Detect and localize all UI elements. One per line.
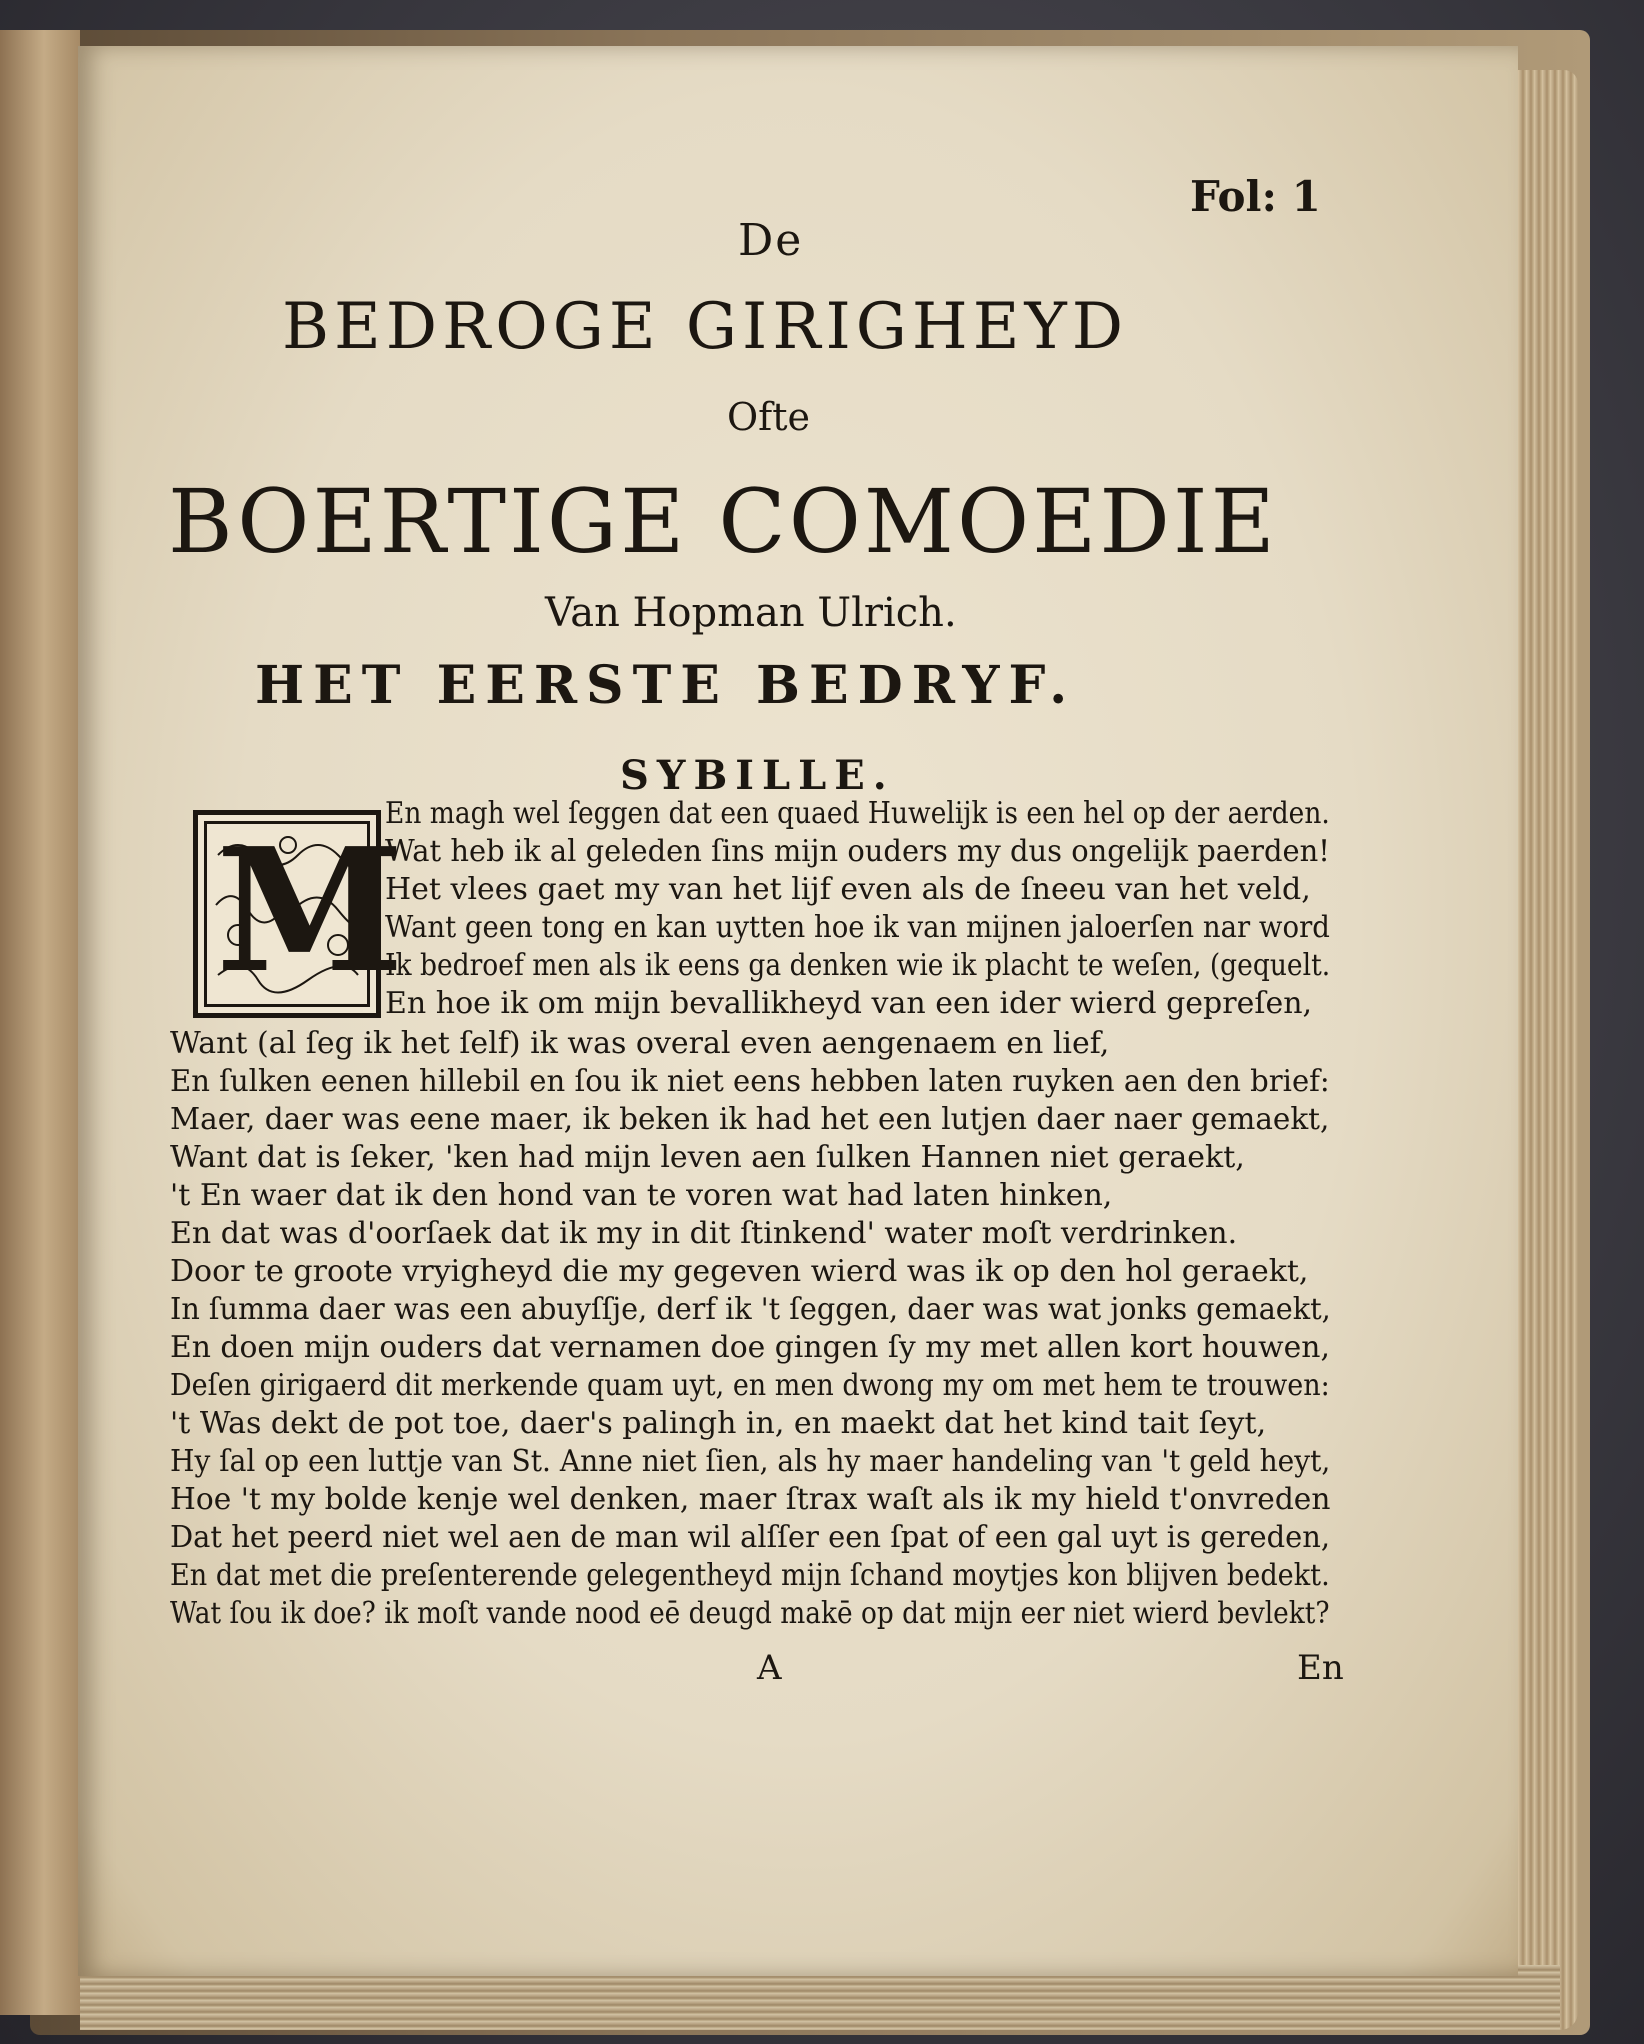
title-conjunction: Ofte xyxy=(727,395,810,439)
title-author: Van Hopman Ulrich. xyxy=(545,590,957,636)
verse-line: Ik bedroef men als ik eens ga denken wie ik placht te weſen, (gequelt. xyxy=(385,948,1331,983)
verse-line: Hoe 't my bolde kenje wel denken, maer ſtrax waſt als ik my hield t'onvreden xyxy=(170,1482,1331,1517)
verse-line: Deſen girigaerd dit merkende quam uyt, en men dwong my om met hem te trouwen: xyxy=(170,1368,1330,1403)
verse-line: Dat het peerd niet wel aen de man wil alſſer een ſpat of een gal uyt is gereden, xyxy=(170,1520,1331,1555)
verse-line: En dat was d'oorſaek dat ik my in dit ſtinkend' water moſt verdrinken. xyxy=(170,1216,1238,1251)
verse-line: Want geen tong en kan uytten hoe ik van mijnen jaloerſen nar word xyxy=(385,910,1330,945)
verse-line: En hoe ik om mijn bevallikheyd van een ider wierd gepreſen, xyxy=(385,986,1313,1021)
initial-letter: M xyxy=(216,811,405,1011)
verse-line: Want (al ſeg ik het ſelf) ik was overal even aengenaem en lief, xyxy=(170,1026,1110,1061)
verse-line: In ſumma daer was een abuyſſje, derf ik 't ſeggen, daer was wat jonks gemaekt, xyxy=(170,1292,1331,1327)
catchword: En xyxy=(1297,1648,1344,1688)
verse-line: En ſulken eenen hillebil en ſou ik niet eens hebben laten ruyken aen den brief: xyxy=(170,1064,1330,1099)
title-secondary: BOERTIGE COMOEDIE xyxy=(168,470,1278,573)
verse-line: En magh wel ſeggen dat een quaed Huwelijk is een hel op der aerden. xyxy=(385,796,1330,831)
title-article: De xyxy=(738,215,804,266)
verse-line: 't Was dekt de pot toe, daer's palingh in, en maekt dat het kind tait ſeyt, xyxy=(170,1406,1267,1441)
verse-line: Door te groote vryigheyd die my gegeven wierd was ik op den hol geraekt, xyxy=(170,1254,1309,1289)
speaker-name: SYBILLE. xyxy=(620,752,895,799)
printer-signature: A xyxy=(757,1648,782,1688)
verse-line: En dat met die preſenterende gelegentheyd mijn ſchand moytjes kon blijven bedekt. xyxy=(170,1558,1330,1593)
verse-line: Wat heb ik al geleden ſins mijn ouders my dus ongelijk paerden! xyxy=(385,834,1330,869)
verse-line: Want dat is ſeker, 'ken had mijn leven aen ſulken Hannen niet geraekt, xyxy=(170,1140,1245,1175)
verse-line: Wat ſou ik doe? ik moſt vande nood eē deugd makē op dat mijn eer niet wierd bevlekt? xyxy=(170,1596,1330,1631)
act-heading: HET EERSTE BEDRYF. xyxy=(255,655,1077,716)
decorated-initial xyxy=(193,810,405,1018)
left-page-gutter xyxy=(0,30,80,2015)
verse-line: Maer, daer was eene maer, ik beken ik had het een lutjen daer naer gemaekt, xyxy=(170,1102,1330,1137)
verse-line: En doen mijn ouders dat vernamen doe gingen ſy my met allen kort houwen, xyxy=(170,1330,1330,1365)
folio-number: Fol: 1 xyxy=(1190,172,1321,221)
verse-line: 't En waer dat ik den hond van te voren wat had laten hinken, xyxy=(170,1178,1113,1213)
verse-line: Hy ſal op een luttje van St. Anne niet ſien, als hy maer handeling van 't geld heyt, xyxy=(170,1444,1331,1479)
verse-line: Het vlees gaet my van het lijf even als de ſneeu van het veld, xyxy=(385,872,1311,907)
title-main: BEDROGE GIRIGHEYD xyxy=(282,290,1128,364)
